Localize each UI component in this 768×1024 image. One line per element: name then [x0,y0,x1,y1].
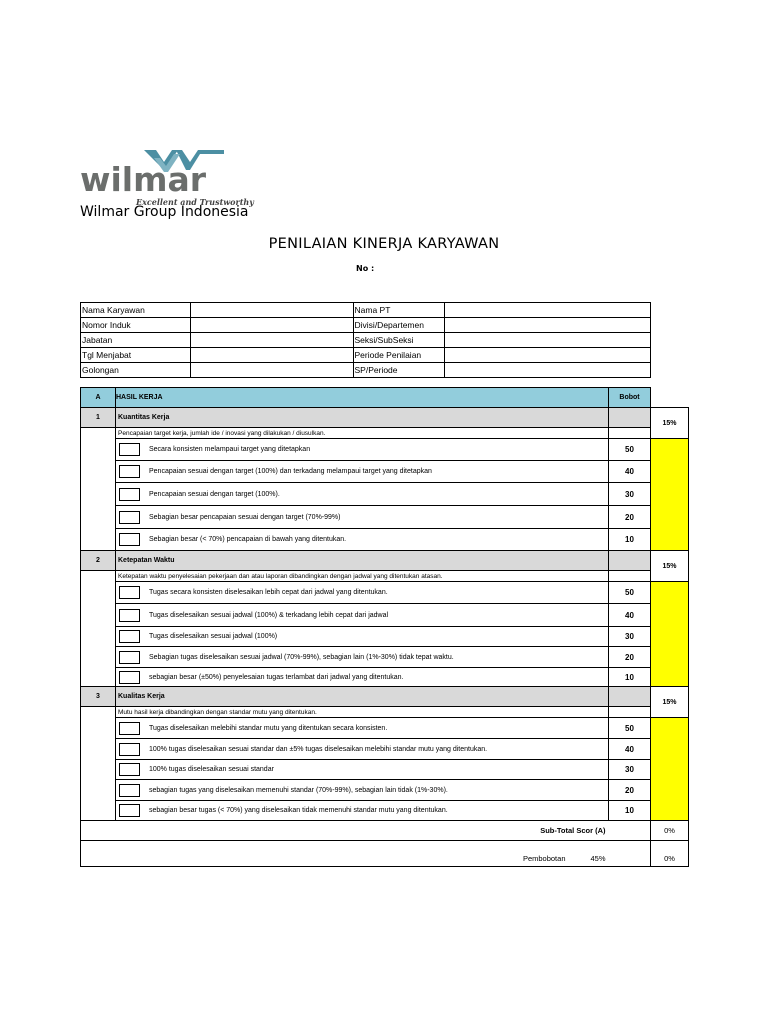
score-input-cell[interactable] [651,718,689,821]
option-text: Pencapaian sesuai dengan target (100%). [149,490,280,498]
option-text: Sebagian besar (< 70%) pencapaian di bawah yang ditentukan. [149,536,347,543]
info-row [81,363,651,378]
info-row [81,303,651,318]
option-row [81,780,689,801]
option-text: Pencapaian sesuai dengan target (100%) dan terkadang melampaui target yang ditetapkan [149,468,432,475]
info-label: Periode Penilaian [353,348,445,363]
option-text: Tugas secara konsisten diselesaikan lebih cepat dari jadwal yang ditentukan. [149,589,388,596]
option-checkbox[interactable] [119,465,140,478]
option-row [81,760,689,780]
criterion-weight: 15% [651,408,689,439]
option-text: sebagian tugas yang diselesaikan memenuhi standar (70%-99%), sebagian lain tidak (1%-30%). [149,786,448,794]
table-header-row [81,388,689,408]
option-score: 50 [609,718,651,739]
info-label: Tgl Menjabat [81,348,191,363]
option-row [81,718,689,739]
option-score: 20 [609,780,651,801]
option-score: 40 [609,739,651,760]
logo-tagline: Excellent and Trustworthy [136,197,254,207]
option-row [81,604,689,627]
option-row [81,647,689,668]
option-score: 10 [609,668,651,687]
criterion-number: 1 [81,408,116,428]
option-row [81,506,689,529]
score-input-cell[interactable] [651,582,689,687]
option-score: 20 [609,506,651,529]
criterion-number: 3 [81,687,116,707]
info-row [81,333,651,348]
info-label: Nama PT [353,303,445,318]
option-checkbox[interactable] [119,743,140,756]
subtotal-label: Sub-Total Scor (A) [81,821,609,841]
info-value-field[interactable] [445,363,651,378]
option-checkbox[interactable] [119,443,140,456]
option-score: 40 [609,461,651,483]
option-text: sebagian besar tugas (< 70%) yang diselesaikan tidak memenuhi standar mutu yang ditentukan. [149,807,448,814]
info-row [81,318,651,333]
document-number-label: No : [356,264,375,273]
option-text: Tugas diselesaikan sesuai jadwal (100%) [149,633,278,640]
option-row [81,627,689,647]
info-value-field[interactable] [190,333,353,348]
option-checkbox[interactable] [119,763,140,776]
option-checkbox[interactable] [119,533,140,546]
section-title: HASIL KERJA [116,388,609,408]
info-value-field[interactable] [445,348,651,363]
info-value-field[interactable] [190,303,353,318]
option-row [81,739,689,760]
info-value-field[interactable] [445,318,651,333]
info-value-field[interactable] [445,333,651,348]
option-text: Tugas diselesaikan sesuai jadwal (100%) & terkadang lebih cepat dari jadwal [149,611,389,619]
info-label: SP/Periode [353,363,445,378]
info-value-field[interactable] [190,318,353,333]
criterion-description: Ketepatan waktu penyelesaian pekerjaan dan atau laporan dibandingkan dengan jadwal yang ditentukan atasan. [116,571,609,582]
option-text: Sebagian tugas diselesaikan sesuai jadwal (70%-99%), sebagian lain (1%-30%) tidak tepat waktu. [149,653,454,661]
employee-info-table [80,302,651,378]
option-checkbox[interactable] [119,586,140,599]
criterion-row [81,687,689,707]
criterion-weight: 15% [651,551,689,582]
section-code: A [81,388,116,408]
option-checkbox[interactable] [119,630,140,643]
option-checkbox[interactable] [119,651,140,664]
option-score: 10 [609,529,651,551]
criterion-name: Kualitas Kerja [116,687,609,707]
option-checkbox[interactable] [119,804,140,817]
option-row [81,668,689,687]
option-score: 50 [609,582,651,604]
option-checkbox[interactable] [119,722,140,735]
criterion-description-row [81,707,689,718]
weighting-label: Pembobotan [522,854,566,863]
option-checkbox[interactable] [119,671,140,684]
score-input-cell[interactable] [651,439,689,551]
criterion-weight: 15% [651,687,689,718]
company-name: Wilmar Group Indonesia [80,204,249,220]
option-row [81,439,689,461]
option-score: 30 [609,760,651,780]
option-text: 100% tugas diselesaikan sesuai standar [149,766,274,773]
weighting-value: 0% [651,841,689,867]
logo-wordmark: wilmar [80,160,207,199]
option-text: Secara konsisten melampaui target yang ditetapkan [149,446,311,453]
option-score: 30 [609,627,651,647]
weighting-row [81,841,689,867]
option-score: 50 [609,439,651,461]
option-checkbox[interactable] [119,488,140,501]
option-row [81,461,689,483]
option-checkbox[interactable] [119,784,140,797]
info-label: Golongan [81,363,191,378]
option-row [81,483,689,506]
criterion-name: Kuantitas Kerja [116,408,609,428]
info-value-field[interactable] [190,348,353,363]
criterion-name: Ketepatan Waktu [116,551,609,571]
option-row [81,582,689,604]
info-label: Seksi/SubSeksi [353,333,445,348]
option-score: 20 [609,647,651,668]
assessment-table [80,387,689,867]
option-row [81,529,689,551]
info-value-field[interactable] [445,303,651,318]
weighting-percent: 45% [590,854,606,863]
option-text: sebagian besar (±50%) penyelesaian tugas terlambat dari jadwal yang ditentukan. [149,673,404,681]
option-text: Tugas diselesaikan melebihi standar mutu yang ditentukan secara konsisten. [149,724,388,732]
option-text: 100% tugas diselesaikan sesuai standar dan ±5% tugas diselesaikan melebihi standar mutu yang ditentukan. [149,745,488,753]
criterion-description: Pencapaian target kerja, jumlah ide / inovasi yang dilakukan / diusulkan. [116,428,609,439]
info-label: Nama Karyawan [81,303,191,318]
option-score: 40 [609,604,651,627]
criterion-description-row [81,428,689,439]
option-score: 30 [609,483,651,506]
weight-header: Bobot [609,388,651,408]
option-checkbox[interactable] [119,511,140,524]
info-value-field[interactable] [190,363,353,378]
info-label: Nomor Induk [81,318,191,333]
wilmar-logo [78,148,254,208]
option-checkbox[interactable] [119,609,140,622]
option-row [81,801,689,821]
criterion-number: 2 [81,551,116,571]
criterion-description: Mutu hasil kerja dibandingkan dengan standar mutu yang ditentukan. [116,707,609,718]
criterion-row [81,551,689,571]
criterion-description-row [81,571,689,582]
subtotal-value: 0% [651,821,689,841]
option-text: Sebagian besar pencapaian sesuai dengan target (70%-99%) [149,513,341,521]
info-label: Jabatan [81,333,191,348]
info-label: Divisi/Departemen [353,318,445,333]
page-title: PENILAIAN KINERJA KARYAWAN [268,236,500,252]
info-row [81,348,651,363]
subtotal-row [81,821,689,841]
option-score: 10 [609,801,651,821]
criterion-row [81,408,689,428]
